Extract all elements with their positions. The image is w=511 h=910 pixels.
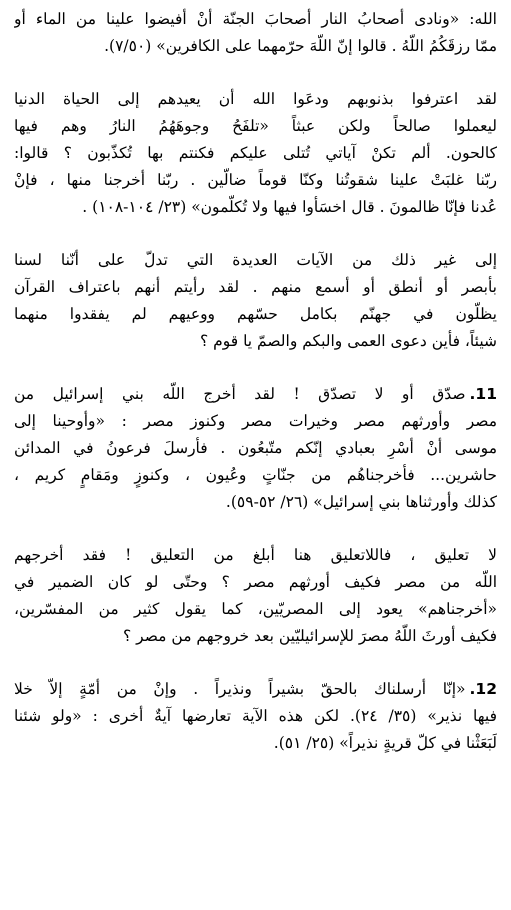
paragraph-senses: [14, 247, 497, 355]
paragraph-item-11: [14, 381, 497, 516]
paragraph-confession: [14, 86, 497, 221]
text-line: حاشرين... فأخرجناهُم من جنّاتٍ وعُيون ، وكنوزٍ ومَقامٍ كريم ،: [14, 466, 497, 484]
text-line: ربّنا غلبَتْ علينا شقوتُنا وكنّا قوماً ضالّين . ربّنا أخرجنا منها ، فإنْ: [14, 171, 497, 189]
item-number: 11.: [469, 385, 497, 403]
text-line: [14, 381, 497, 408]
text-line: «أخرجناهم» يعود إلى المصريّين، كما يقول كثير من المفسّرين،: [14, 600, 497, 618]
text-line: موسى أنْ أسْرِ بعبادي إنّكم متّبعُون . فأرسلَ فرعونُ في المدائن: [14, 439, 497, 457]
text-line: ليعملوا صالحاً ولكن عبثاً «تلفَحُ وجوهَهُمُ النارُ وهم فيها: [14, 117, 497, 135]
text-line: لا تعليق ، فاللاتعليق هنا أبلغ من التعليق ! فقد أخرجهم: [14, 546, 497, 564]
text-line: لقد اعترفوا بذنوبهم ودعَوا الله أن يعيدهم إلى الحياة الدنيا: [14, 90, 497, 108]
text-line: كذلك وأورثناها بني إسرائيل» (٢٦/ ٥٢-٥٩).: [225, 493, 497, 511]
text-line: فيها نذير» (٣٥/ ٢٤). لكن هذه الآية تعارضها آيةٌ أخرى : «ولو شئنا: [14, 707, 497, 725]
text-line: إلى غير ذلك من الآيات العديدة التي تدلّ على أنّنا لسنا: [14, 251, 497, 269]
paragraph-no-comment: [14, 542, 497, 650]
text-line-content: «إنّا أرسلناك بالحقّ بشيراً ونذيراً . وإنْ من أمّةٍ إلاّ خلا: [14, 680, 466, 698]
text-line: بأبصر أو أنطق أو أسمع منهم . لقد رأيتم أنهم باعتراف القرآن: [14, 278, 497, 296]
text-line: فكيف أورثَ اللّهُ مصرَ للإسرائيليّين بعد خروجهم من مصر ؟: [123, 627, 497, 645]
text-line: [14, 676, 497, 703]
text-line: الله: «ونادى أصحابُ النار أصحابَ الجنّة أنْ أفيضوا علينا من الماء أو: [14, 10, 497, 28]
text-line: يظلّون في جهنّم بكامل حسّهم ووعيهم لم يفقدوا منهما: [14, 305, 497, 323]
paragraph-item-12: [14, 676, 497, 757]
text-line-content: صدّق أو لا تصدّق ! لقد أخرج اللّه بني إسرائيل من: [14, 385, 466, 403]
paragraph-quote-fire-people: [14, 6, 497, 60]
text-line: اللّه من مصر فكيف أورثهم مصر ؟ وحتّى لو كان الضمير في: [14, 573, 497, 591]
text-line: مصر وأورثهم مصر وخيرات مصر وكنوز مصر : «وأوحينا إلى: [14, 412, 497, 430]
text-line: لَبَعَثْنا في كلّ قريةٍ نذيراً» (٢٥/ ٥١).: [273, 734, 497, 752]
text-line: عُدنا فإنّا ظالمونَ . قال اخسَأوا فيها ولا تُكلّمون» (٢٣/ ١٠٤-١٠٨) .: [82, 198, 497, 216]
text-line: شيئاً، فأين دعوى العمى والبكم والصمّ يا قوم ؟: [199, 332, 497, 350]
text-line: كالحون. ألم تكنْ آياتي تُتلى عليكم فكنتم بها تُكذّبون ؟ قالوا:: [14, 144, 497, 162]
item-number: 12.: [469, 680, 497, 698]
text-line: ممّا رزقَكُمُ اللّهُ . قالوا إنّ اللّهَ حرّمهما على الكافرين» (٧/٥٠).: [104, 37, 497, 55]
